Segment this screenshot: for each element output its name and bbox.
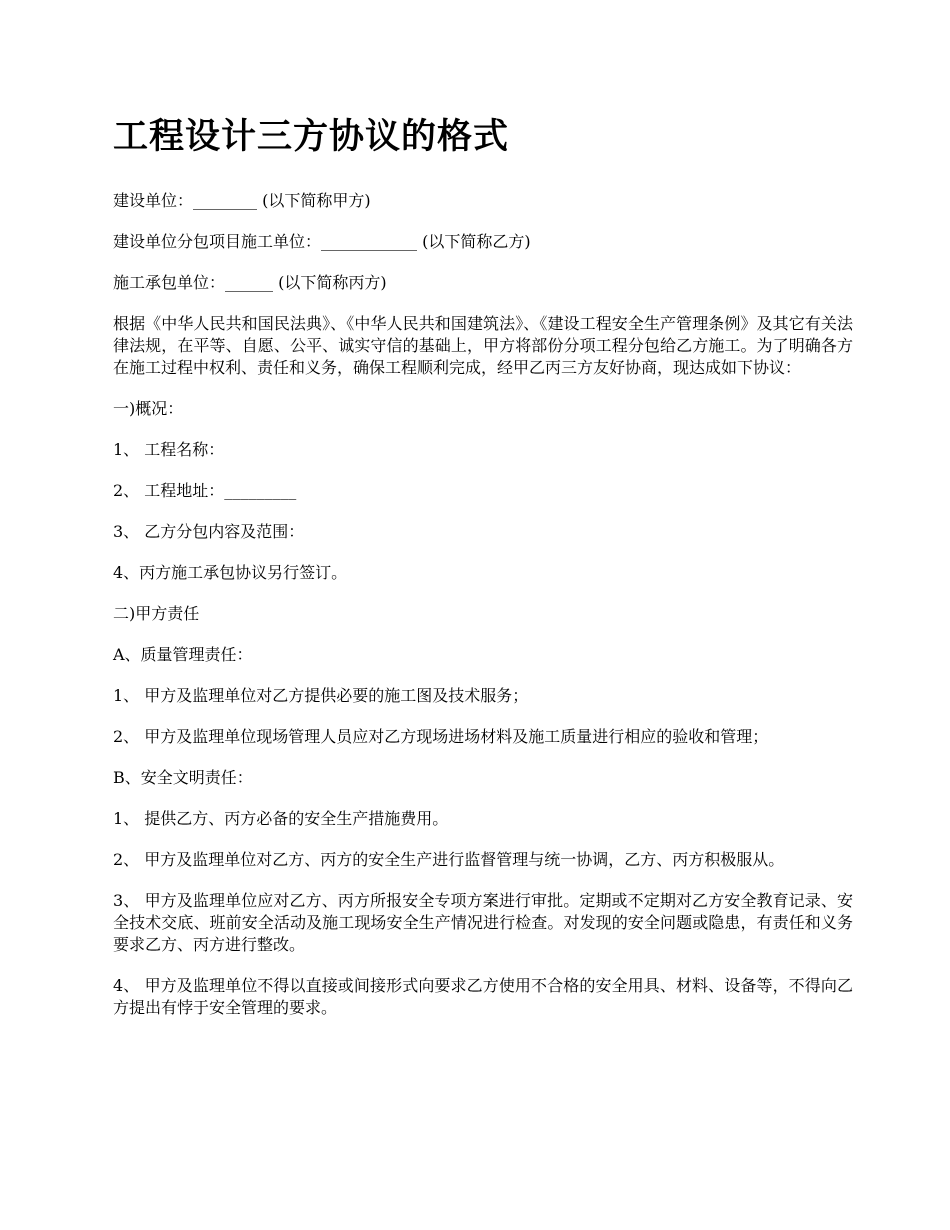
- preamble-paragraph: 根据《中华人民共和国民法典》、《中华人民共和国建筑法》、《建设工程安全生产管理条例》及其它有关法律法规，在平等、自愿、公平、诚实守信的基础上，甲方将部份分项工程分包给乙方施工。为了明确各方在施工过程中权利、责任和义务，确保工程顺利完成，经甲乙丙三方友好协商，现达成如下协议：: [113, 314, 853, 377]
- party-b-line: 建设单位分包项目施工单位：____________ (以下简称乙方): [113, 232, 531, 251]
- section-heading-overview: 一)概况：: [113, 399, 184, 418]
- party-c-line: 施工承包单位：______ (以下简称丙方): [113, 273, 387, 292]
- safety-item-2: 2、 甲方及监理单位对乙方、丙方的安全生产进行监督管理与统一协调，乙方、丙方积极服从。: [113, 850, 785, 869]
- safety-item-3: 3、 甲方及监理单位应对乙方、丙方所报安全专项方案进行审批。定期或不定期对乙方安全教育记录、安全技术交底、班前安全活动及施工现场安全生产情况进行检查。对发现的安全问题或隐患，有责任和义务要求乙方、丙方进行整改。: [113, 891, 853, 954]
- subsection-heading-quality: A、质量管理责任：: [113, 645, 253, 664]
- safety-item-1: 1、 提供乙方、丙方必备的安全生产措施费用。: [113, 809, 449, 828]
- quality-item-1: 1、 甲方及监理单位对乙方提供必要的施工图及技术服务；: [113, 686, 529, 705]
- quality-item-2: 2、 甲方及监理单位现场管理人员应对乙方现场进场材料及施工质量进行相应的验收和管理；: [113, 727, 769, 746]
- safety-item-4: 4、 甲方及监理单位不得以直接或间接形式向要求乙方使用不合格的安全用具、材料、设备等，不得向乙方提出有悖于安全管理的要求。: [113, 976, 853, 1017]
- overview-item-project-name: 1、 工程名称：: [113, 440, 225, 459]
- overview-item-scope: 3、 乙方分包内容及范围：: [113, 522, 305, 541]
- document-title: 工程设计三方协议的格式: [113, 117, 510, 157]
- party-a-line: 建设单位：________ (以下简称甲方): [113, 191, 371, 210]
- subsection-heading-safety: B、安全文明责任：: [113, 768, 253, 787]
- overview-item-party-c-agreement: 4、丙方施工承包协议另行签订。: [113, 563, 348, 582]
- overview-item-project-address: 2、 工程地址：_________: [113, 481, 297, 500]
- section-heading-party-a-duties: 二)甲方责任: [113, 604, 200, 623]
- document-page: [113, 112, 853, 1038]
